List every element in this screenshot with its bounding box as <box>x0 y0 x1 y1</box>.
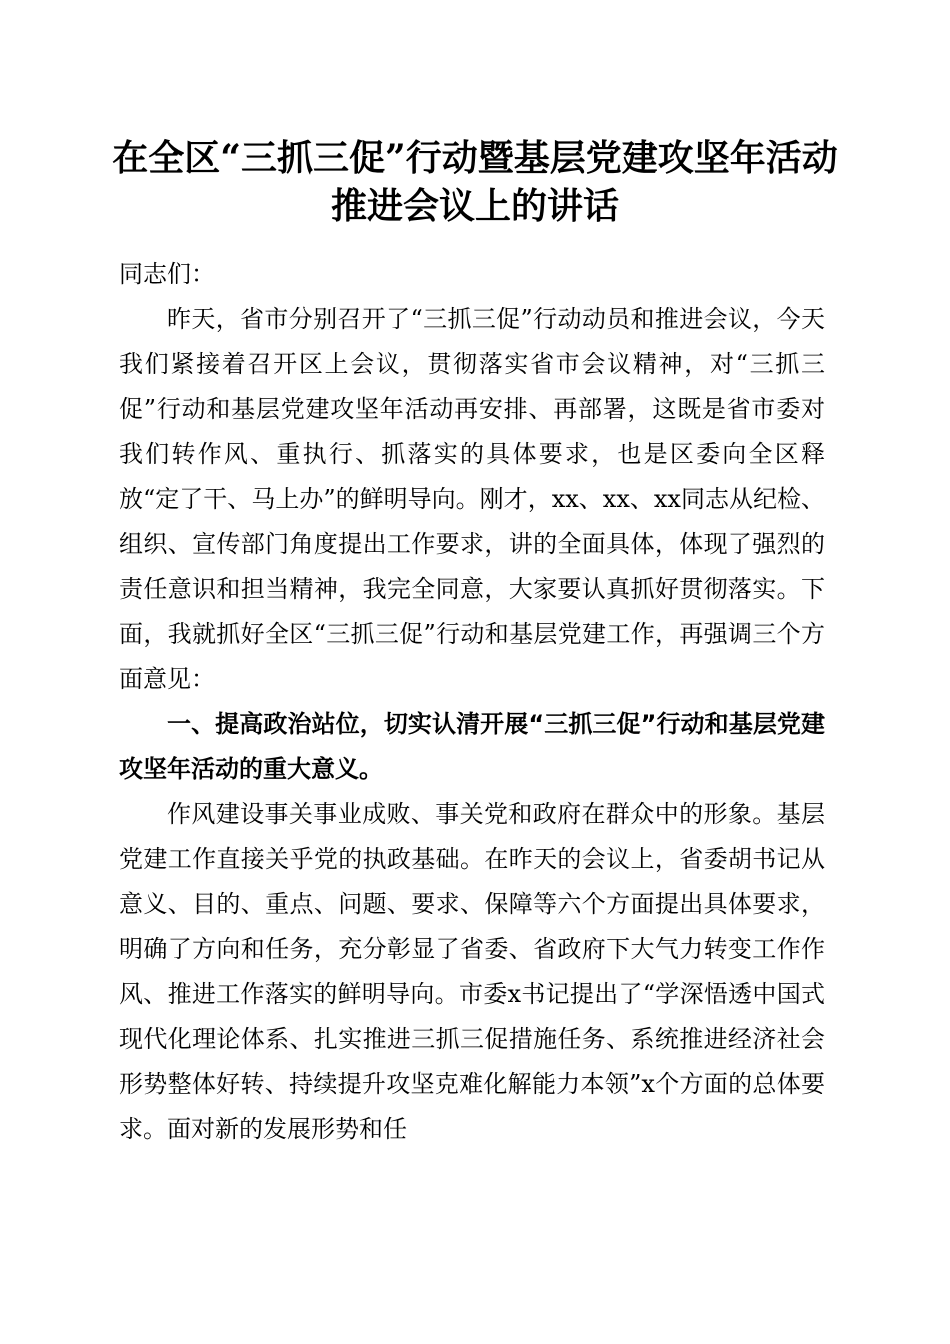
paragraph-2: 作风建设事关事业成败、事关党和政府在群众中的形象。基层党建工作直接关乎党的执政基础。在昨天的会议上，省委胡书记从意义、目的、重点、问题、要求、保障等六个方面提出具体要求，明确了方向和任务，充分彰显了省委、省政府下大气力转变工作作风、推进工作落实的鲜明导向。市委x书记提出了“学深悟透中国式现代化理论体系、扎实推进三抓三促措施任务、系统推进经济社会形势整体好转、持续提升攻坚克难化解能力本领”x个方面的总体要求。面对新的发展形势和任 <box>119 800 825 1143</box>
document-body <box>119 252 825 1152</box>
document-title: 在全区“三抓三促”行动暨基层党建攻坚年活动推进会议上的讲话 <box>112 137 838 227</box>
paragraph-1: 昨天，省市分别召开了“三抓三促”行动动员和推进会议，今天我们紧接着召开区上会议，贯彻落实省市会议精神，对“三抓三促”行动和基层党建攻坚年活动再安排、再部署，这既是省市委对我们转作风、重执行、抓落实的具体要求，也是区委向全区释放“定了干、马上办”的鲜明导向。刚才，xx、xx、xx同志从纪检、组织、宣传部门角度提出工作要求，讲的全面具体，体现了强烈的责任意识和担当精神，我完全同意，大家要认真抓好贯彻落实。下面，我就抓好全区“三抓三促”行动和基层党建工作，再强调三个方面意见： <box>119 305 825 693</box>
section-heading-1: 一、提高政治站位，切实认清开展“三抓三促”行动和基层党建攻坚年活动的重大意义。 <box>119 710 825 783</box>
salutation: 同志们： <box>119 260 215 288</box>
